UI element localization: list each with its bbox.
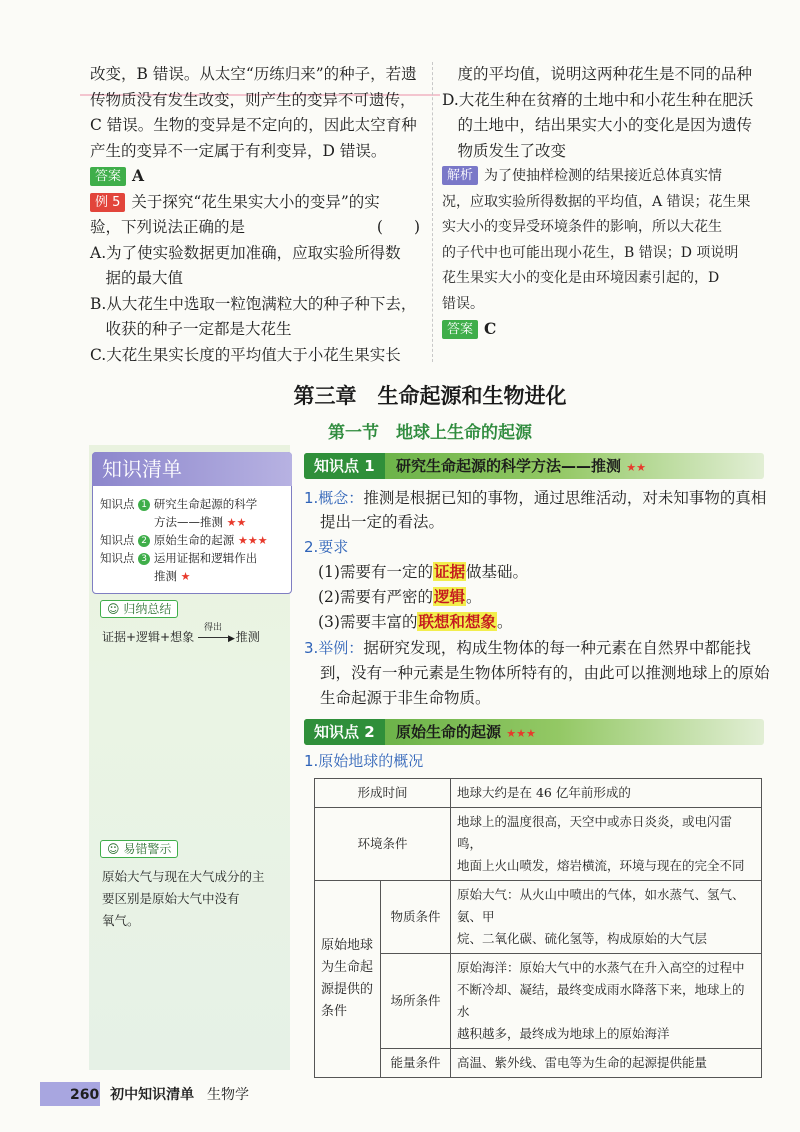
group-line: 源提供的 [321,982,374,997]
kp2-header [304,719,764,745]
earth-conditions-table [314,778,762,1078]
group-label [315,881,381,1078]
row-value [451,954,762,1049]
option-c-1: C.大花生果实长度的平均值大于小花生果实长 [90,346,401,364]
example-text: 据研究发现，构成生物体的每一种元素在自然界中都能找 [363,639,751,657]
book-title: 初中知识清单 [110,1087,195,1103]
knowledge-item-2[interactable] [100,532,268,549]
kp1-example-2: 到，没有一种元素是生物体所特有的，由此可以推测地球上的原始 [320,664,770,682]
analysis-3: 实大小的变异受环境条件的影响，所以大花生 [442,219,722,235]
table-row [315,808,762,881]
cell-line: 烷、二氧化碳、硫化氢等，构成原始的大气层 [457,931,708,946]
left-line-1: 改变，B 错误。从太空“历练归来”的种子，若遗 [90,65,417,83]
arrow-label: 得出 [203,623,222,633]
warning-line: 原始大气与现在大气成分的主 [102,869,265,884]
analysis-2: 况，应取实验所得数据的平均值，A 错误；花生果 [442,194,751,210]
star-rating: ★★ [226,516,247,529]
summary-icon: ☺ [107,602,120,616]
right-line-4: 物质发生了改变 [442,142,567,160]
item-num: 2 [138,535,150,547]
kp2-title [396,719,536,747]
cell-line: 地面上火山喷发，熔岩横流，环境与现在的完全不同 [457,858,745,873]
summary-formula-row [102,623,260,645]
table-row [315,954,762,1049]
warning-label: 易错警示 [123,842,172,856]
row-label: 场所条件 [381,954,451,1049]
row-value [451,881,762,954]
req-text: (3)需要丰富的 [318,613,418,631]
item-text: 研究生命起源的科学 [153,497,258,511]
kp1-req-head: 2.要求 [304,538,349,556]
item-prefix: 知识点 [100,551,135,565]
kp1-stars: ★★ [626,461,646,474]
warning-text [102,866,265,932]
table-row [315,779,762,808]
req-text: 。 [465,588,482,606]
kp1-req-1 [318,560,528,584]
option-b-1: B.从大花生中选取一粒饱满粒大的种子种下去， [90,295,417,313]
item-num: 1 [138,499,150,511]
cell-line: 地球上的温度很高，天空中或赤日炎炎，或电闪雷鸣， [457,814,733,851]
answer-tag-2: 答案 [442,320,478,339]
star-rating: ★★★ [237,534,268,547]
section-title: 第一节 地球上生命的起源 [328,423,532,443]
cell-line: 不断冷却、凝结，最终变成雨水降落下来，地球上的水 [457,982,745,1019]
analysis-4: 的子代中也可能出现小花生，B 错误；D 项说明 [442,245,739,261]
kp2-stars: ★★★ [506,727,536,740]
analysis-5: 花生果实大小的变化是由环境因素引起的，D [442,270,720,286]
option-a-2: 据的最大值 [90,269,184,287]
row-value [451,808,762,881]
summary-label: 归纳总结 [123,602,172,616]
row-value: 地球大约是在 46 亿年前形成的 [451,779,762,808]
kp1-header [304,453,764,479]
row-label: 形成时间 [315,779,451,808]
warning-icon: ☺ [107,842,120,856]
option-b-2: 收获的种子一定都是大花生 [90,320,292,338]
kp1-concept-1 [304,486,766,510]
left-line-4: 产生的变异不一定属于有利变异，D 错误。 [90,142,387,160]
right-line-1: 度的平均值，说明这两种花生是不同的品种 [442,65,753,83]
summary-formula: 证据+逻辑+想象 [102,630,195,644]
arrow-icon: 得出 ▶ [198,630,232,644]
left-line-3: C 错误。生物的变异是不定向的，因此太空育种 [90,116,417,134]
subject-label: 生物学 [206,1087,249,1103]
group-line: 为生命起 [321,960,374,975]
knowledge-item-1[interactable] [100,496,257,513]
warning-line: 要区别是原始大气中没有 [102,891,240,906]
kp1-req-2 [318,585,482,609]
example-stem-2: 验，下列说法正确的是 [90,218,246,236]
kp1-concept-2: 提出一定的看法。 [320,513,445,531]
column-divider [432,62,433,362]
item-text: 运用证据和逻辑作出 [153,551,258,565]
req-highlight: 逻辑 [433,587,465,606]
req-highlight: 联想和想象 [418,612,496,631]
page-number: 260 [70,1087,100,1103]
knowledge-item-1-cont [154,514,246,531]
answer-paren: ( ) [376,218,420,236]
knowledge-item-3[interactable] [100,550,257,567]
row-label: 物质条件 [381,881,451,954]
kp2-title-text: 原始生命的起源 [396,723,502,741]
warning-line: 氧气。 [102,913,140,928]
row-value: 高温、紫外线、雷电等为生命的起源提供能量 [451,1049,762,1078]
req-text: (1)需要有一定的 [318,563,433,581]
warning-tag [100,840,178,858]
item-num: 3 [138,553,150,565]
kp1-label: 知识点 1 [304,453,385,479]
knowledge-item-3-cont [154,568,191,585]
example-tag: 例 5 [90,193,125,212]
answer-value: A [132,166,145,185]
answer-1 [90,164,144,188]
kp2-label: 知识点 2 [304,719,385,745]
right-line-3: 的土地中，结出果实大小的变化是因为遗传 [442,116,753,134]
kp1-example-3: 生命起源于非生命物质。 [320,689,491,707]
kp1-example-1 [304,636,751,660]
concept-text: 推测是根据已知的事物，通过思维活动，对未知事物的真相 [363,489,767,507]
analysis-1 [442,164,722,188]
item-text: 原始生命的起源 [153,533,235,547]
example-head: 3.举例： [304,639,364,657]
answer-tag: 答案 [90,167,126,186]
row-label: 环境条件 [315,808,451,881]
knowledge-list-title: 知识清单 [92,452,292,486]
item-text-2: 推测 [154,569,177,583]
summary-tag [100,600,178,618]
item-text-2: 方法——推测 [154,515,223,529]
cell-line: 原始大气：从火山中喷出的气体，如水蒸气、氢气、氨、甲 [457,887,745,924]
group-line: 条件 [321,1004,348,1019]
kp1-req-3 [318,610,513,634]
footer [70,1084,249,1104]
item-prefix: 知识点 [100,533,135,547]
group-line: 原始地球 [321,938,374,953]
req-text: 。 [496,613,513,631]
chapter-title: 第三章 生命起源和生物进化 [293,384,567,408]
cell-line: 越积越多，最终成为地球上的原始海洋 [457,1026,670,1041]
answer-2 [442,317,496,341]
analysis-text-1: 为了使抽样检测的结果接近总体真实情 [484,168,723,184]
table-row [315,881,762,954]
example-5-stem-2 [90,215,420,239]
table-row [315,1049,762,1078]
star-rating: ★ [180,570,191,583]
right-line-2: D.大花生种在贫瘠的土地中和小花生种在肥沃 [442,91,754,109]
req-highlight: 证据 [433,562,465,581]
req-text: 做基础。 [465,563,528,581]
cell-line: 原始海洋：原始大气中的水蒸气在升入高空的过程中 [457,960,745,975]
analysis-tag: 解析 [442,166,478,185]
kp2-sub-head: 1.原始地球的概况 [304,752,424,770]
answer-value-2: C [484,319,497,338]
req-text: (2)需要有严密的 [318,588,433,606]
example-stem-1: 关于探究“花生果实大小的变异”的实 [131,193,380,211]
item-prefix: 知识点 [100,497,135,511]
row-label: 能量条件 [381,1049,451,1078]
example-5-stem [90,190,380,214]
option-a-1: A.为了使实验数据更加准确，应取实验所得数 [90,244,401,262]
analysis-6: 错误。 [442,296,484,312]
kp1-title-text: 研究生命起源的科学方法——推测 [396,457,622,475]
concept-head: 1.概念： [304,489,364,507]
left-line-2: 传物质没有发生改变，则产生的变异不可遗传， [90,91,416,109]
kp1-title [396,453,646,481]
summary-result: 推测 [235,630,260,644]
